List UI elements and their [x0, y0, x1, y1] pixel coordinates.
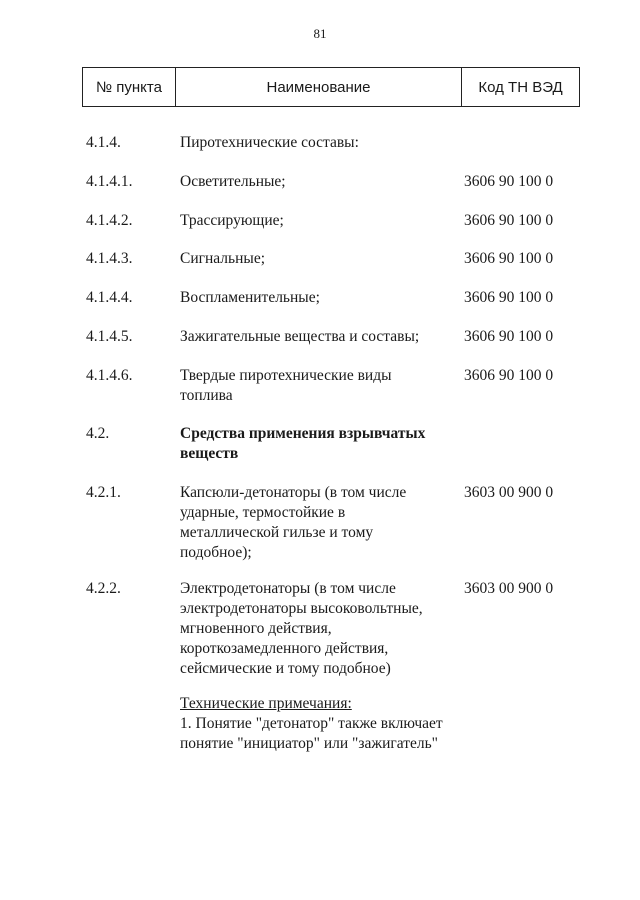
row-number: 4.1.4.2.: [86, 212, 133, 229]
row-number: 4.2.2.: [86, 580, 121, 597]
row-number: 4.1.4.3.: [86, 250, 133, 267]
row-number: 4.1.4.: [86, 134, 121, 151]
technical-notes: [180, 694, 480, 754]
header-number: № пункта: [83, 68, 176, 106]
row-number: 4.1.4.1.: [86, 173, 133, 190]
row-number: 4.2.: [86, 425, 110, 442]
row-name: Воспламенительные;: [180, 289, 320, 306]
row-name: Средства применения взрывчатых веществ: [180, 425, 426, 462]
row-code: 3606 90 100 0: [464, 289, 554, 306]
notes-text: 1. Понятие "детонатор" также включает понятие "инициатор" или "зажигатель": [180, 715, 443, 752]
page-number: 81: [313, 26, 327, 41]
row-name: Зажигательные вещества и составы;: [180, 328, 420, 345]
row-code: 3606 90 100 0: [464, 212, 554, 229]
row-name: Твердые пиротехнические виды топлива: [180, 367, 392, 404]
row-number: 4.1.4.5.: [86, 328, 133, 345]
row-code: 3606 90 100 0: [464, 173, 554, 190]
row-code: 3606 90 100 0: [464, 250, 554, 267]
row-name: Сигнальные;: [180, 250, 266, 267]
row-code: 3603 00 900 0: [464, 580, 554, 597]
header-code: Код ТН ВЭД: [478, 78, 563, 96]
row-code: 3606 90 100 0: [464, 328, 554, 345]
row-name: Трассирующие;: [180, 212, 284, 229]
row-number: 4.2.1.: [86, 484, 121, 501]
header-name: Наименование: [176, 68, 462, 106]
row-name: Осветительные;: [180, 173, 286, 190]
row-code: 3606 90 100 0: [464, 367, 554, 384]
table-header: [82, 67, 580, 107]
row-number: 4.1.4.6.: [86, 367, 133, 384]
row-name: Электродетонаторы (в том числе электродетонаторы высоковольтные, мгновенного действия, короткозамедленного действия, сейсмические и тому подобное): [180, 580, 423, 677]
row-number: 4.1.4.4.: [86, 289, 133, 306]
row-name: Пиротехнические составы:: [180, 134, 359, 151]
row-name: Капсюли-детонаторы (в том числе ударные, термостойкие в металлической гильзе и тому подобное);: [180, 484, 407, 561]
row-code: 3603 00 900 0: [464, 484, 554, 501]
notes-title: Технические примечания:: [180, 695, 352, 712]
